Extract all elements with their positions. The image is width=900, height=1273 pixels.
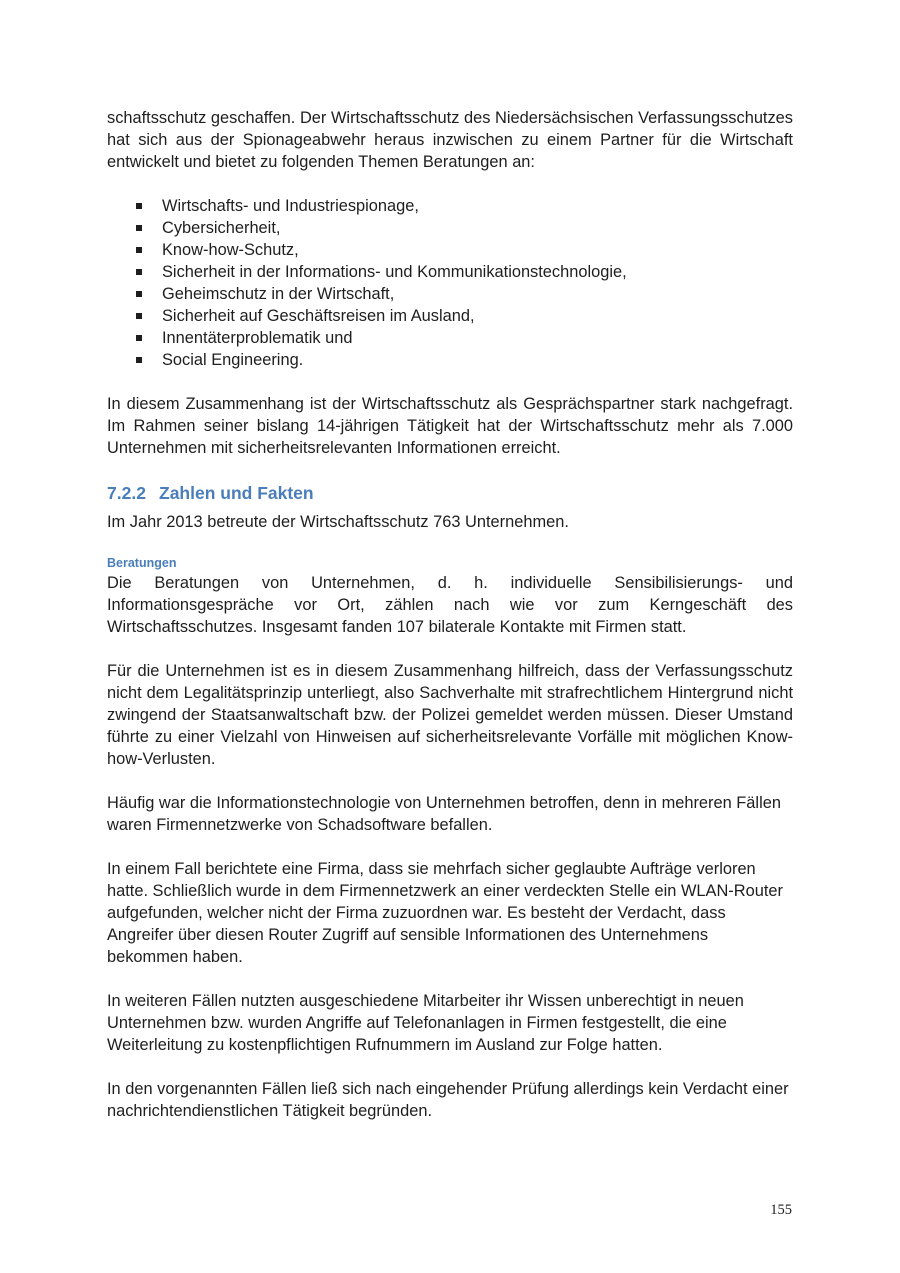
- list-item: Sicherheit in der Informations- und Kommunikationstechnologie,: [107, 261, 793, 283]
- page-body: [107, 107, 793, 1122]
- list-item: Wirtschafts- und Industriespionage,: [107, 195, 793, 217]
- list-item: Social Engineering.: [107, 349, 793, 371]
- intro-paragraph: schaftsschutz geschaffen. Der Wirtschaftsschutz des Niedersächsischen Verfassungsschutzes hat sich aus der Spionageabwehr heraus inzwischen zu einem Partner für die Wirtschaft entwickelt und bietet zu folgenden Themen Beratungen an:: [107, 109, 793, 171]
- subsection-heading: Beratungen: [107, 556, 177, 570]
- list-item: Know-how-Schutz,: [107, 239, 793, 261]
- context-paragraph: In diesem Zusammenhang ist der Wirtschaftsschutz als Gesprächspartner stark nachgefragt. Im Rahmen seiner bislang 14-jährigen Tätigkeit hat der Wirtschaftsschutz mehr als 7.000 Unternehmen mit sicherheitsrelevanten Informationen erreicht.: [107, 395, 793, 457]
- list-item: Sicherheit auf Geschäftsreisen im Ausland,: [107, 305, 793, 327]
- body-paragraph: Für die Unternehmen ist es in diesem Zusammenhang hilfreich, dass der Verfassungsschutz nicht dem Legalitätsprinzip unterliegt, also Sachverhalte mit strafrechtlichem Hintergrund nicht zwingend der Staatsanwaltschaft bzw. der Polizei gemeldet werden müssen. Dieser Umstand führte zu einer Vielzahl von Hinweisen auf sicherheitsrelevante Vorfälle mit möglichen Know-how-Verlusten.: [107, 662, 793, 768]
- section-title: Zahlen und Fakten: [159, 483, 314, 503]
- body-paragraph: In den vorgenannten Fällen ließ sich nach eingehender Prüfung allerdings kein Verdacht einer nachrichtendienstlichen Tätigkeit begründen.: [107, 1080, 789, 1120]
- list-item: Innentäterproblematik und: [107, 327, 793, 349]
- list-item: Geheimschutz in der Wirtschaft,: [107, 283, 793, 305]
- body-paragraph: In einem Fall berichtete eine Firma, dass sie mehrfach sicher geglaubte Aufträge verloren hatte. Schließlich wurde in dem Firmennetzwerk an einer verdeckten Stelle ein WLAN-Router aufgefunden, welcher nicht der Firma zuzuordnen war. Es besteht der Verdacht, dass Angreifer über diesen Router Zugriff auf sensible Informationen des Unternehmens bekommen haben.: [107, 860, 783, 966]
- section-lead: Im Jahr 2013 betreute der Wirtschaftsschutz 763 Unternehmen.: [107, 513, 569, 531]
- body-paragraph: Die Beratungen von Unternehmen, d. h. individuelle Sensibilisierungs- und Informationsgespräche vor Ort, zählen nach wie vor zum Kerngeschäft des Wirtschaftsschutzes. Insgesamt fanden 107 bilaterale Kontakte mit Firmen statt.: [107, 574, 793, 636]
- section-number: 7.2.2: [107, 483, 146, 503]
- section-heading: [107, 482, 793, 504]
- topics-list: [107, 195, 793, 371]
- body-paragraph: Häufig war die Informationstechnologie von Unternehmen betroffen, denn in mehreren Fällen waren Firmennetzwerke von Schadsoftware befallen.: [107, 794, 781, 834]
- page-number: 155: [770, 1202, 792, 1218]
- list-item: Cybersicherheit,: [107, 217, 793, 239]
- body-paragraph: In weiteren Fällen nutzten ausgeschiedene Mitarbeiter ihr Wissen unberechtigt in neuen Unternehmen bzw. wurden Angriffe auf Telefonanlagen in Firmen festgestellt, die eine Weiterleitung zu kostenpflichtigen Rufnummern im Ausland zur Folge hatten.: [107, 992, 744, 1054]
